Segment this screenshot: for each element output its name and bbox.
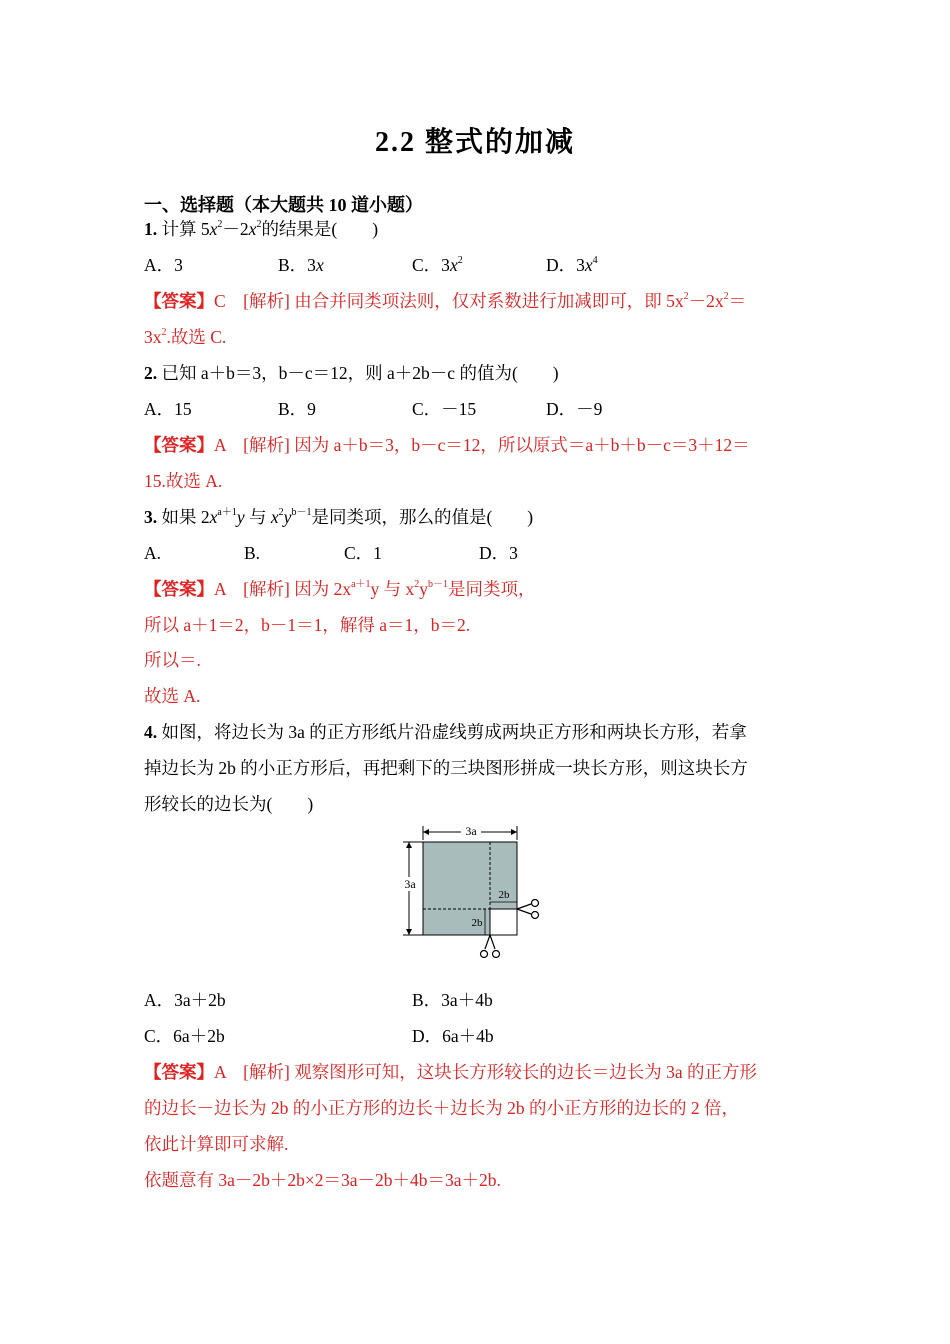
top-arrow-left: [423, 829, 429, 835]
q3-var-y2: y: [283, 507, 292, 527]
answer-2-line-2: 15.故选 A.: [144, 471, 223, 491]
question-number: 4.: [144, 722, 158, 742]
q3-text-a: 如果 2: [157, 507, 210, 527]
answer-tag: 【答案】: [144, 435, 214, 455]
q4-text-1: 如图，将边长为 3a 的正方形纸片沿虚线剪成两块正方形和两块长方形，若拿: [157, 722, 747, 742]
answer-3-line-3: 所以＝.: [144, 650, 201, 670]
a3-sup2: 2: [414, 579, 420, 591]
option-c: C．1: [344, 543, 382, 563]
a1-l2-text-b: .故选 C.: [166, 327, 227, 347]
question-number: 3.: [144, 507, 158, 527]
option-c-sup: 2: [457, 255, 463, 267]
a3-text-b: y 与 x: [370, 579, 415, 599]
a2-text: A [解析] 因为 a＋b＝3，b－c＝12，所以原式＝a＋b＋b－c＝3＋12＝: [214, 435, 750, 455]
q1-text-a: 计算 5: [157, 219, 210, 239]
option-d: [546, 253, 598, 277]
q3-text-c: 是同类项，那么的值是( ): [311, 507, 534, 527]
left-label: 3a: [404, 877, 416, 891]
a1-l2-sup: 2: [161, 327, 167, 339]
q1-var-x1: x: [209, 219, 218, 239]
answer-4-line-1: [144, 1060, 814, 1084]
a3-text-d: 是同类项，: [448, 579, 536, 599]
scissors-icon: [481, 935, 500, 958]
a1-sup2: 2: [723, 291, 729, 303]
a1-text-c: ＝: [728, 291, 747, 311]
option-d: D．6a＋4b: [412, 1026, 494, 1046]
q3-sup2: 2: [278, 507, 284, 519]
question-1: [144, 217, 814, 241]
q1-var-x2: x: [248, 219, 257, 239]
a3-sup3: b－1: [428, 579, 449, 591]
q1-sup1: 2: [217, 219, 223, 231]
answer-3-line-4: 故选 A.: [144, 686, 201, 706]
q3-var-x2: x: [270, 507, 279, 527]
left-arrow-bottom: [406, 929, 412, 935]
a4-text-1: A [解析] 观察图形可知，这块长方形较长的边长＝边长为 3a 的正方形: [214, 1062, 757, 1082]
a1-sup1: 2: [683, 291, 689, 303]
option-d: D．－9: [546, 399, 603, 419]
answer-4-line-4: 依题意有 3a－2b＋2b×2＝3a－2b＋4b＝3a＋2b.: [144, 1170, 501, 1190]
option-a: A．3a＋2b: [144, 990, 226, 1010]
q1-text-b: －2: [222, 219, 249, 239]
answer-3-line-2: 所以 a＋1＝2，b－1＝1，解得 a＝1，b＝2.: [144, 615, 471, 635]
q3-sup1: a＋1: [217, 507, 237, 519]
top-label: 3a: [465, 824, 477, 838]
q3-sup3: b－1: [291, 507, 312, 519]
question-4-line-1: [144, 720, 814, 744]
page-title: 2.2 整式的加减: [374, 127, 575, 158]
q2-text: 已知 a＋b＝3，b－c＝12，则 a＋2b－c 的值为( ): [157, 363, 559, 383]
a1-text-a: C [解析] 由合并同类项法则，仅对系数进行加减即可，即 5x: [214, 291, 684, 311]
option-c: [412, 253, 463, 277]
option-b: B．3a＋4b: [412, 990, 493, 1010]
option-a: A．15: [144, 399, 192, 419]
answer-3-line-1: [144, 577, 814, 601]
q3-var-y1: y: [236, 507, 245, 527]
answer-tag: 【答案】: [144, 291, 214, 311]
section-heading: 一、选择题（本大题共 10 道小题）: [144, 195, 423, 215]
option-b-label: B．3: [278, 255, 316, 275]
q3-text-b: 与: [244, 507, 271, 527]
a3-text-c: y: [419, 579, 429, 599]
square-cut-figure: [395, 822, 555, 972]
scissors-icon: [517, 900, 539, 919]
inner-right-label: 2b: [498, 889, 510, 901]
q1-text-c: 的结果是( ): [261, 219, 379, 239]
answer-1-line-2: [144, 325, 814, 349]
inner-bottom-label: 2b: [471, 917, 483, 929]
answer-1-line-1: [144, 289, 814, 313]
q1-sup2: 2: [256, 219, 262, 231]
answer-2-line-1: [144, 433, 814, 457]
option-c: C．－15: [412, 399, 477, 419]
option-d-var: x: [584, 255, 593, 275]
question-number: 1.: [144, 219, 158, 239]
option-c-var: x: [449, 255, 458, 275]
a1-l2-text-a: 3x: [144, 327, 162, 347]
question-2: [144, 361, 814, 385]
a3-sup1: a＋1: [351, 579, 371, 591]
left-arrow-top: [406, 842, 412, 848]
top-arrow-right: [511, 829, 517, 835]
answer-4-line-2: 的边长－边长为 2b 的小正方形的边长＋边长为 2b 的小正方形的边长的 2 倍，: [144, 1098, 739, 1118]
option-b-var: x: [315, 255, 324, 275]
option-d: D．3: [479, 543, 518, 563]
answer-tag: 【答案】: [144, 579, 214, 599]
a3-text-a: A [解析] 因为 2x: [214, 579, 352, 599]
answer-4-line-3: 依此计算即可求解.: [144, 1134, 289, 1154]
option-c: C．6a＋2b: [144, 1026, 225, 1046]
question-4-line-2: 掉边长为 2b 的小正方形后，再把剩下的三块图形拼成一块长方形，则这块长方: [144, 758, 748, 778]
question-4-line-3: 形较长的边长为( ): [144, 794, 314, 814]
small-square: [490, 909, 517, 935]
option-b: [278, 253, 324, 277]
q3-var-x1: x: [209, 507, 218, 527]
option-d-label: D．3: [546, 255, 585, 275]
answer-tag: 【答案】: [144, 1062, 214, 1082]
option-b: B.: [244, 543, 261, 563]
question-3: [144, 505, 814, 529]
option-a: A．3: [144, 255, 183, 275]
option-b: B．9: [278, 399, 316, 419]
option-a: A.: [144, 543, 162, 563]
a1-text-b: －2x: [688, 291, 724, 311]
question-number: 2.: [144, 363, 158, 383]
option-d-sup: 4: [592, 255, 598, 267]
option-c-label: C．3: [412, 255, 450, 275]
